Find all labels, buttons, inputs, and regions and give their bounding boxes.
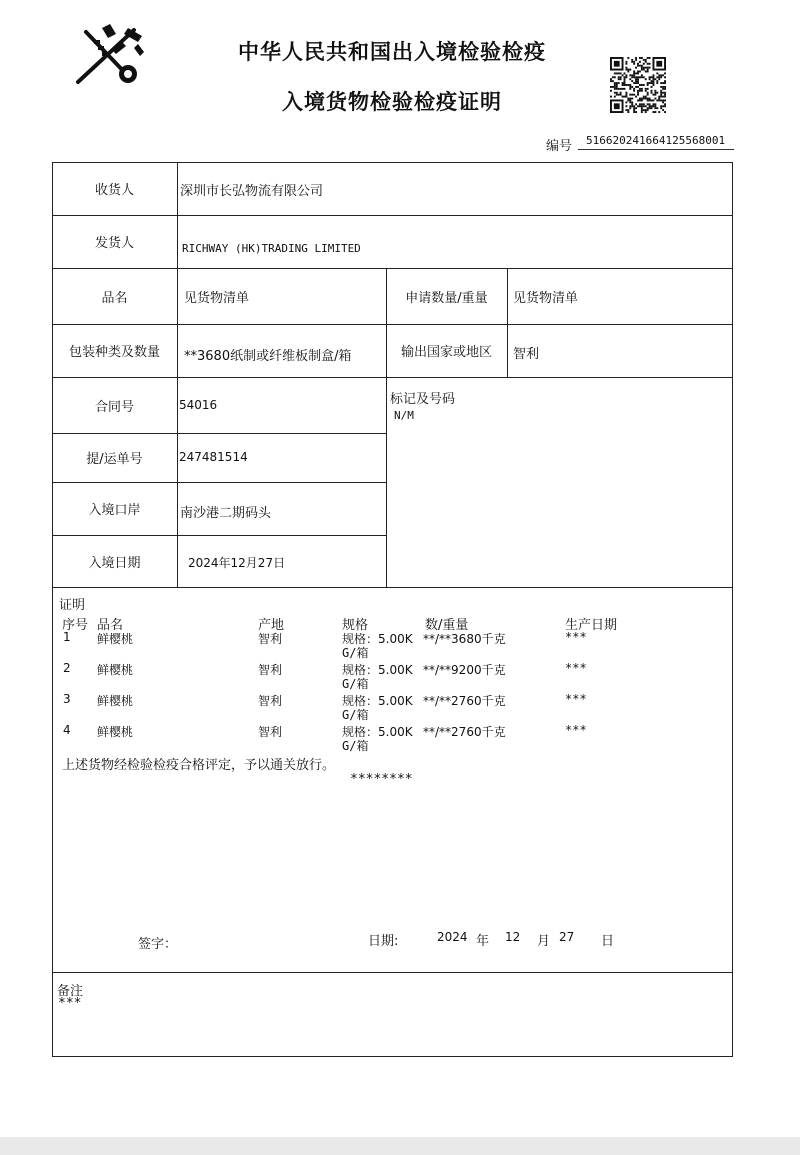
entry-date-value: 2024年12月27日: [188, 556, 286, 570]
marks-label: 标记及号码: [390, 392, 456, 407]
row-prod-date: ***: [565, 692, 587, 706]
row-name: 鲜樱桃: [97, 663, 134, 677]
row-prod-date: ***: [565, 630, 587, 644]
row-qty: **/**3680千克: [423, 632, 506, 646]
row-spec-unit: G/箱: [342, 708, 369, 722]
row-no: 2: [63, 661, 71, 675]
sign-date-year-unit: 年: [476, 934, 490, 949]
port-value: 南沙港二期码头: [180, 506, 272, 521]
statement-text: 上述货物经检验检疫合格评定，予以通关放行。: [62, 758, 336, 773]
row-origin: 智利: [258, 725, 283, 739]
signature-label: 签字：: [138, 937, 178, 952]
bill-label: 提/运单号: [86, 452, 143, 467]
row-name: 鲜樱桃: [97, 694, 134, 708]
sign-date-month: 12: [505, 930, 521, 944]
packing-label: 包装种类及数量: [68, 345, 160, 360]
sign-date-day-unit: 日: [601, 934, 615, 949]
col-spec: 规格: [342, 618, 369, 633]
serial-number-value: 516620241664125568001: [578, 132, 734, 150]
packing-value: **3680纸制或纤维板制盒/箱: [184, 349, 352, 364]
document-subtitle: 入境货物检验检疫证明: [282, 90, 502, 114]
row-spec-unit: G/箱: [342, 739, 369, 753]
consignor-label: 发货人: [94, 236, 134, 251]
bill-value: 247481514: [179, 450, 248, 464]
col-name: 品名: [97, 618, 124, 633]
row-no: 4: [63, 723, 71, 737]
row-origin: 智利: [258, 694, 283, 708]
origin-label: 输出国家或地区: [400, 345, 492, 360]
sign-date-year: 2024: [437, 930, 468, 944]
row-spec-unit: G/箱: [342, 677, 369, 691]
col-prod-date: 生产日期: [565, 618, 618, 633]
row-qty: **/**9200千克: [423, 663, 506, 677]
stars-text: ********: [350, 772, 413, 787]
sign-date-label: 日期:: [368, 934, 399, 949]
row-prod-date: ***: [565, 723, 587, 737]
serial-number-label: 编号: [546, 139, 573, 154]
col-no: 序号: [62, 618, 89, 633]
product-value: 见货物清单: [184, 291, 250, 306]
row-no: 3: [63, 692, 71, 706]
row-name: 鲜樱桃: [97, 725, 134, 739]
qr-code-icon: [610, 57, 666, 113]
quantity-label: 申请数量/重量: [405, 290, 488, 306]
row-origin: 智利: [258, 663, 283, 677]
port-label: 入境口岸: [88, 503, 141, 518]
consignee-value: 深圳市长弘物流有限公司: [180, 184, 324, 199]
origin-value: 智利: [513, 347, 540, 362]
document-title: 中华人民共和国出入境检验检疫: [238, 40, 546, 64]
row-name: 鲜樱桃: [97, 632, 134, 646]
row-no: 1: [63, 630, 71, 644]
col-qty: 数/重量: [425, 618, 469, 633]
row-spec: 规格：5.00K: [342, 694, 413, 708]
remarks-label: 备注: [57, 984, 84, 999]
contract-label: 合同号: [94, 399, 134, 415]
row-spec: 规格：5.00K: [342, 725, 413, 739]
consignor-value: RICHWAY (HK)TRADING LIMITED: [182, 242, 361, 255]
row-prod-date: ***: [565, 661, 587, 675]
certificate-heading: 证明: [59, 598, 86, 613]
contract-value: 54016: [179, 398, 218, 412]
consignee-label: 收货人: [94, 183, 134, 198]
row-qty: **/**2760千克: [423, 694, 506, 708]
remarks-value: ***: [58, 996, 82, 1011]
sign-date-month-unit: 月: [537, 934, 551, 949]
row-spec: 规格：5.00K: [342, 663, 413, 677]
row-spec-unit: G/箱: [342, 646, 369, 660]
col-origin: 产地: [258, 618, 285, 633]
row-origin: 智利: [258, 632, 283, 646]
row-spec: 规格：5.00K: [342, 632, 413, 646]
sign-date-day: 27: [559, 930, 575, 944]
product-label: 品名: [101, 290, 128, 306]
row-qty: **/**2760千克: [423, 725, 506, 739]
quantity-value: 见货物清单: [513, 291, 579, 306]
entry-date-label: 入境日期: [88, 555, 141, 571]
marks-value: N/M: [394, 409, 414, 422]
